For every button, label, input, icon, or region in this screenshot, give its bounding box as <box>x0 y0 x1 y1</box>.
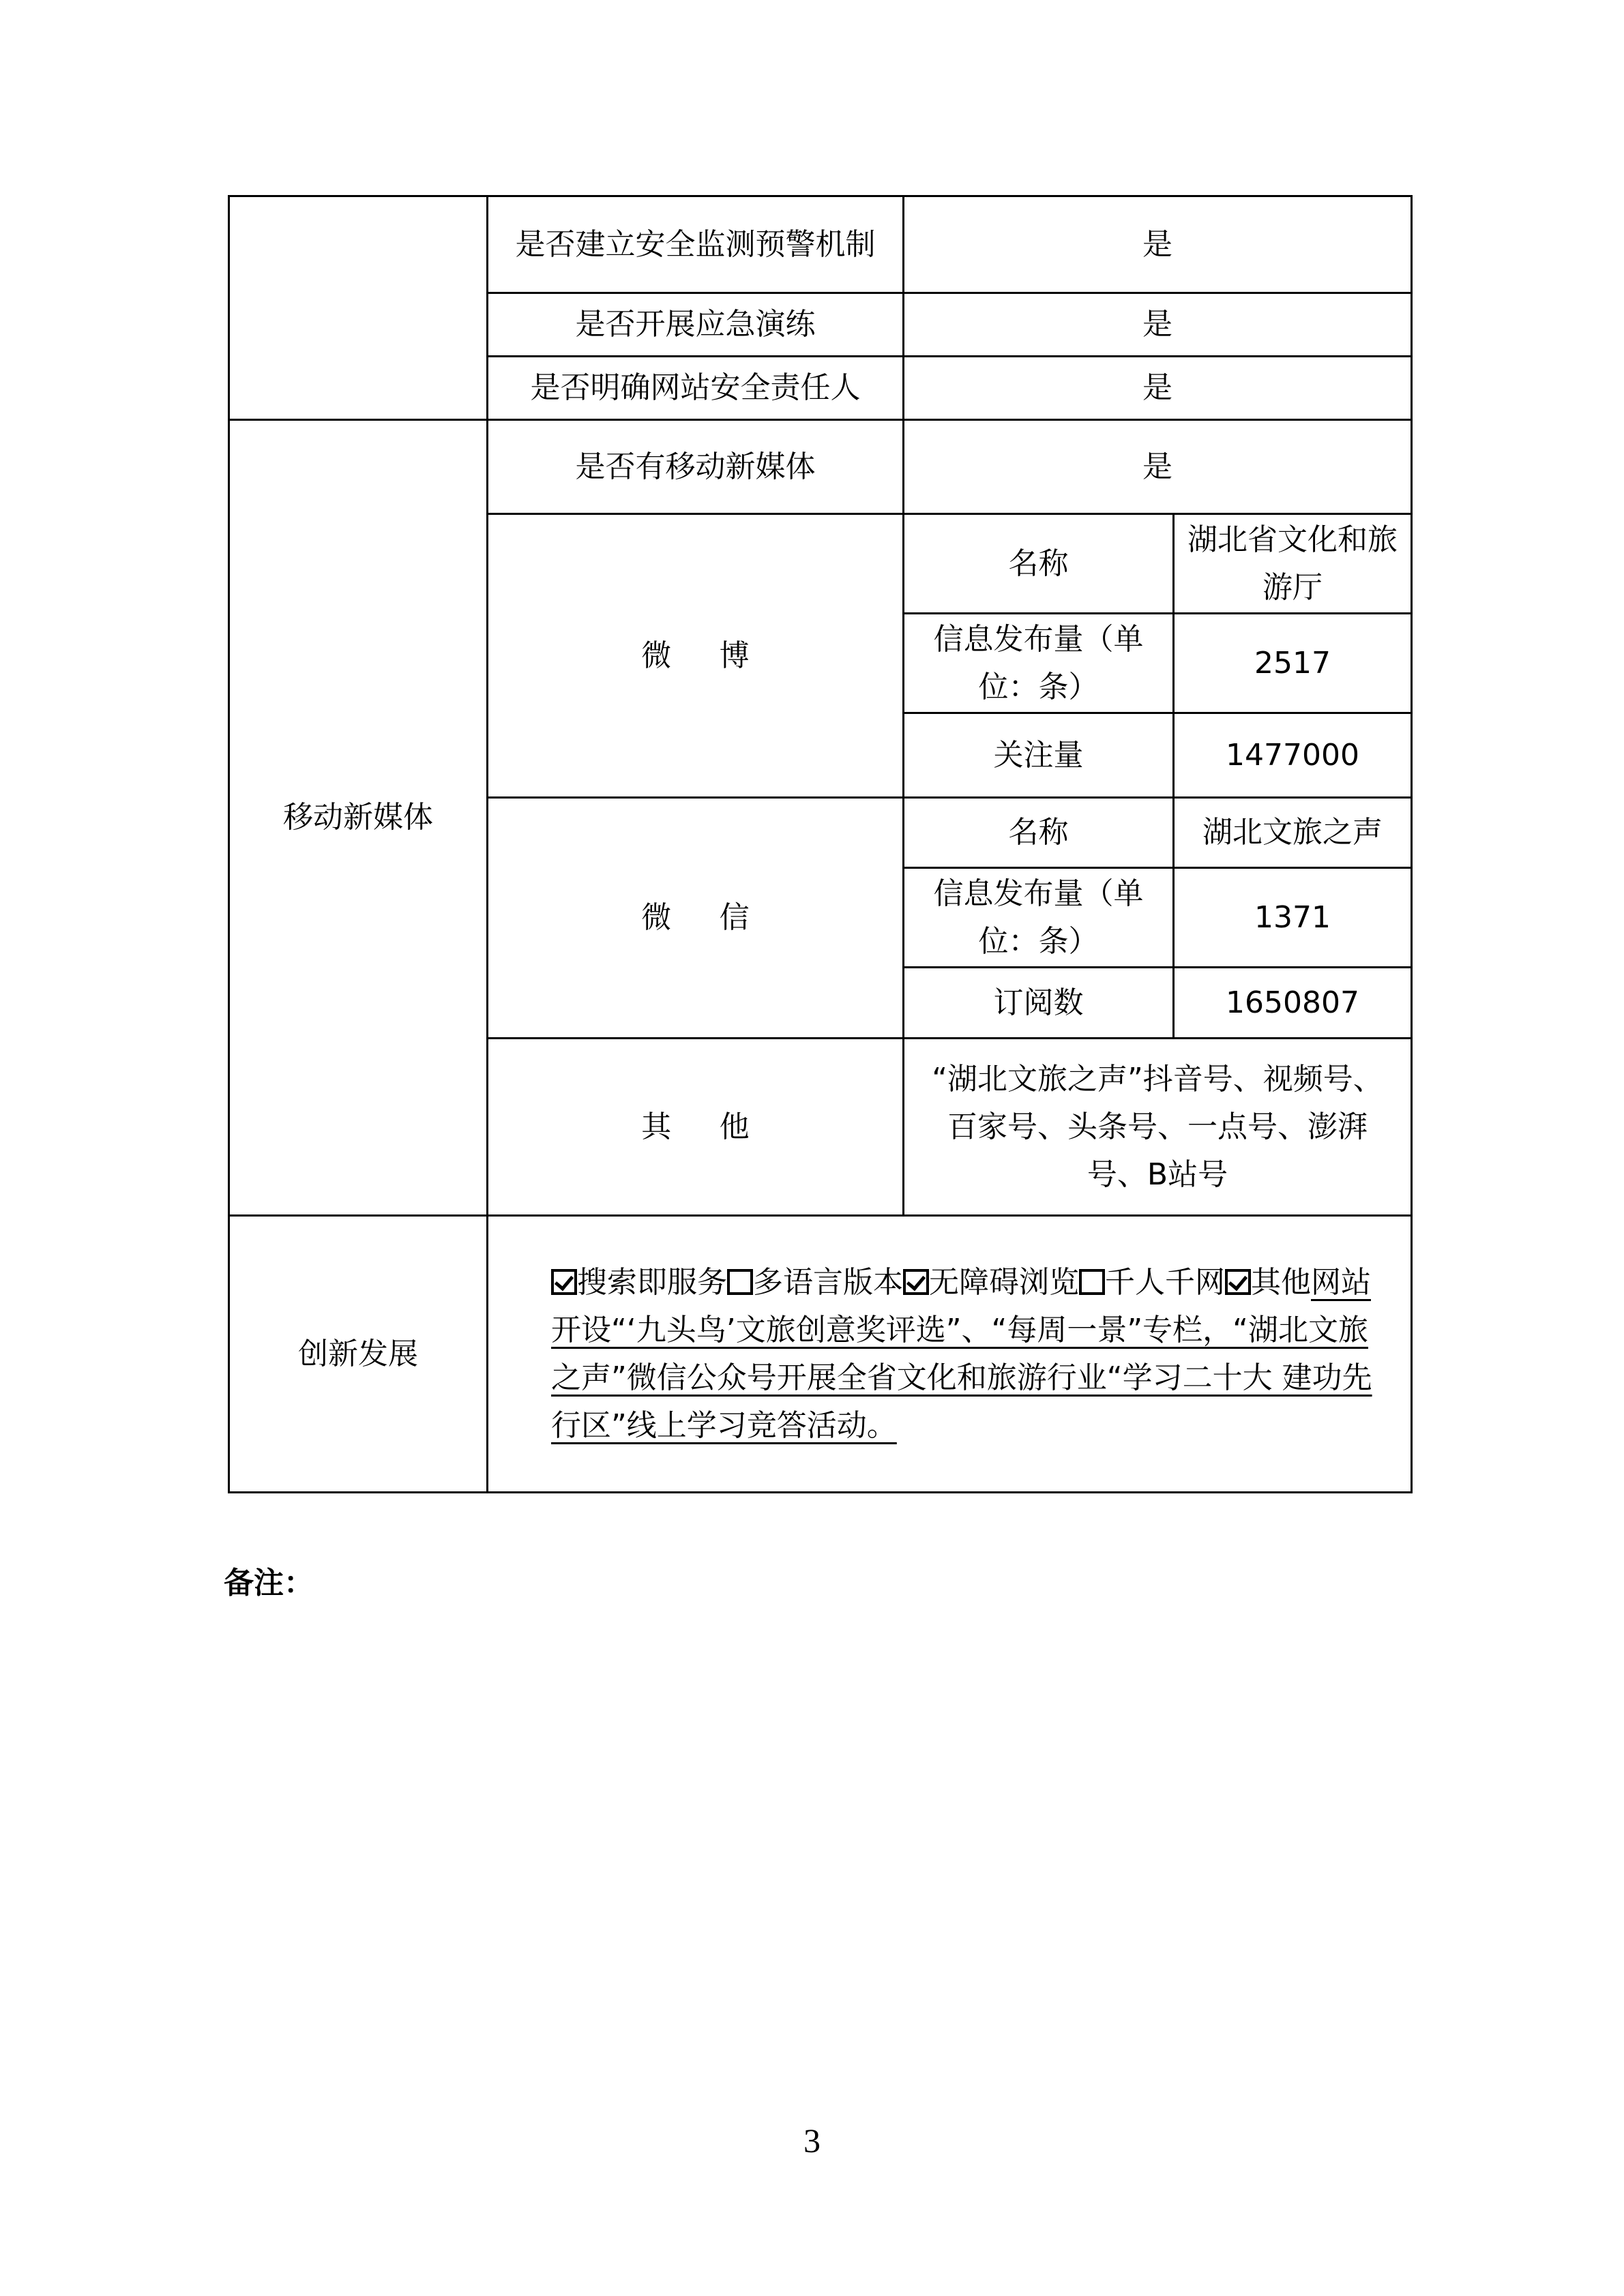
drill-label: 是否开展应急演练 <box>488 293 904 357</box>
wechat-name-label: 名称 <box>904 798 1174 868</box>
weibo-followers-label: 关注量 <box>904 713 1174 798</box>
monitoring-value: 是 <box>904 196 1412 293</box>
option-personalized: 千人千网 <box>1105 1264 1225 1300</box>
checkbox-checked-icon <box>903 1269 929 1295</box>
new-media-section-label: 移动新媒体 <box>229 420 488 1216</box>
monitoring-label: 是否建立安全监测预警机制 <box>488 196 904 293</box>
has-media-label: 是否有移动新媒体 <box>488 420 904 514</box>
checkbox-empty-icon <box>727 1269 753 1295</box>
innovation-text <box>551 1259 1383 1450</box>
weibo-followers-value: 1477000 <box>1174 713 1412 798</box>
wechat-posts-label: 信息发布量（单位：条） <box>904 868 1174 968</box>
row-innovation <box>229 1216 1412 1493</box>
wechat-name-value: 湖北文旅之声 <box>1174 798 1412 868</box>
responsible-value: 是 <box>904 357 1412 420</box>
other-label: 其他 <box>488 1039 904 1216</box>
responsible-label: 是否明确网站安全责任人 <box>488 357 904 420</box>
option-search-service: 搜索即服务 <box>577 1264 727 1300</box>
innovation-other-text: 网站开设“‘九头鸟’文旅创意奖评选”、“每周一景”专栏，“湖北文旅之声”微信公众号开展全省文化和旅游行业“学习二十大 建功先行区”线上学习竞答活动。 <box>551 1264 1372 1443</box>
has-media-value: 是 <box>904 420 1412 514</box>
innovation-content <box>488 1216 1412 1493</box>
weibo-posts-label: 信息发布量（单位：条） <box>904 614 1174 713</box>
drill-value: 是 <box>904 293 1412 357</box>
page-number: 3 <box>803 2121 821 2160</box>
weibo-posts-value: 2517 <box>1174 614 1412 713</box>
checkbox-checked-icon <box>1225 1269 1251 1295</box>
innovation-label: 创新发展 <box>229 1216 488 1493</box>
wechat-subscribers-value: 1650807 <box>1174 968 1412 1039</box>
wechat-subscribers-label: 订阅数 <box>904 968 1174 1039</box>
row-has-media <box>229 420 1412 514</box>
option-multi-language: 多语言版本 <box>753 1264 903 1300</box>
weibo-name-value: 湖北省文化和旅游厅 <box>1174 514 1412 614</box>
checkbox-empty-icon <box>1079 1269 1105 1295</box>
wechat-posts-value: 1371 <box>1174 868 1412 968</box>
report-table <box>228 195 1413 1493</box>
remark-label: 备注： <box>224 1566 314 1600</box>
weibo-name-label: 名称 <box>904 514 1174 614</box>
row-monitoring <box>229 196 1412 293</box>
wechat-label: 微信 <box>488 798 904 1039</box>
option-other: 其他 <box>1251 1264 1311 1300</box>
weibo-label: 微博 <box>488 514 904 798</box>
option-accessibility: 无障碍浏览 <box>929 1264 1079 1300</box>
security-section-cell <box>229 196 488 420</box>
other-value: “湖北文旅之声”抖音号、视频号、百家号、头条号、一点号、澎湃号、B站号 <box>904 1039 1412 1216</box>
checkbox-checked-icon <box>551 1269 577 1295</box>
